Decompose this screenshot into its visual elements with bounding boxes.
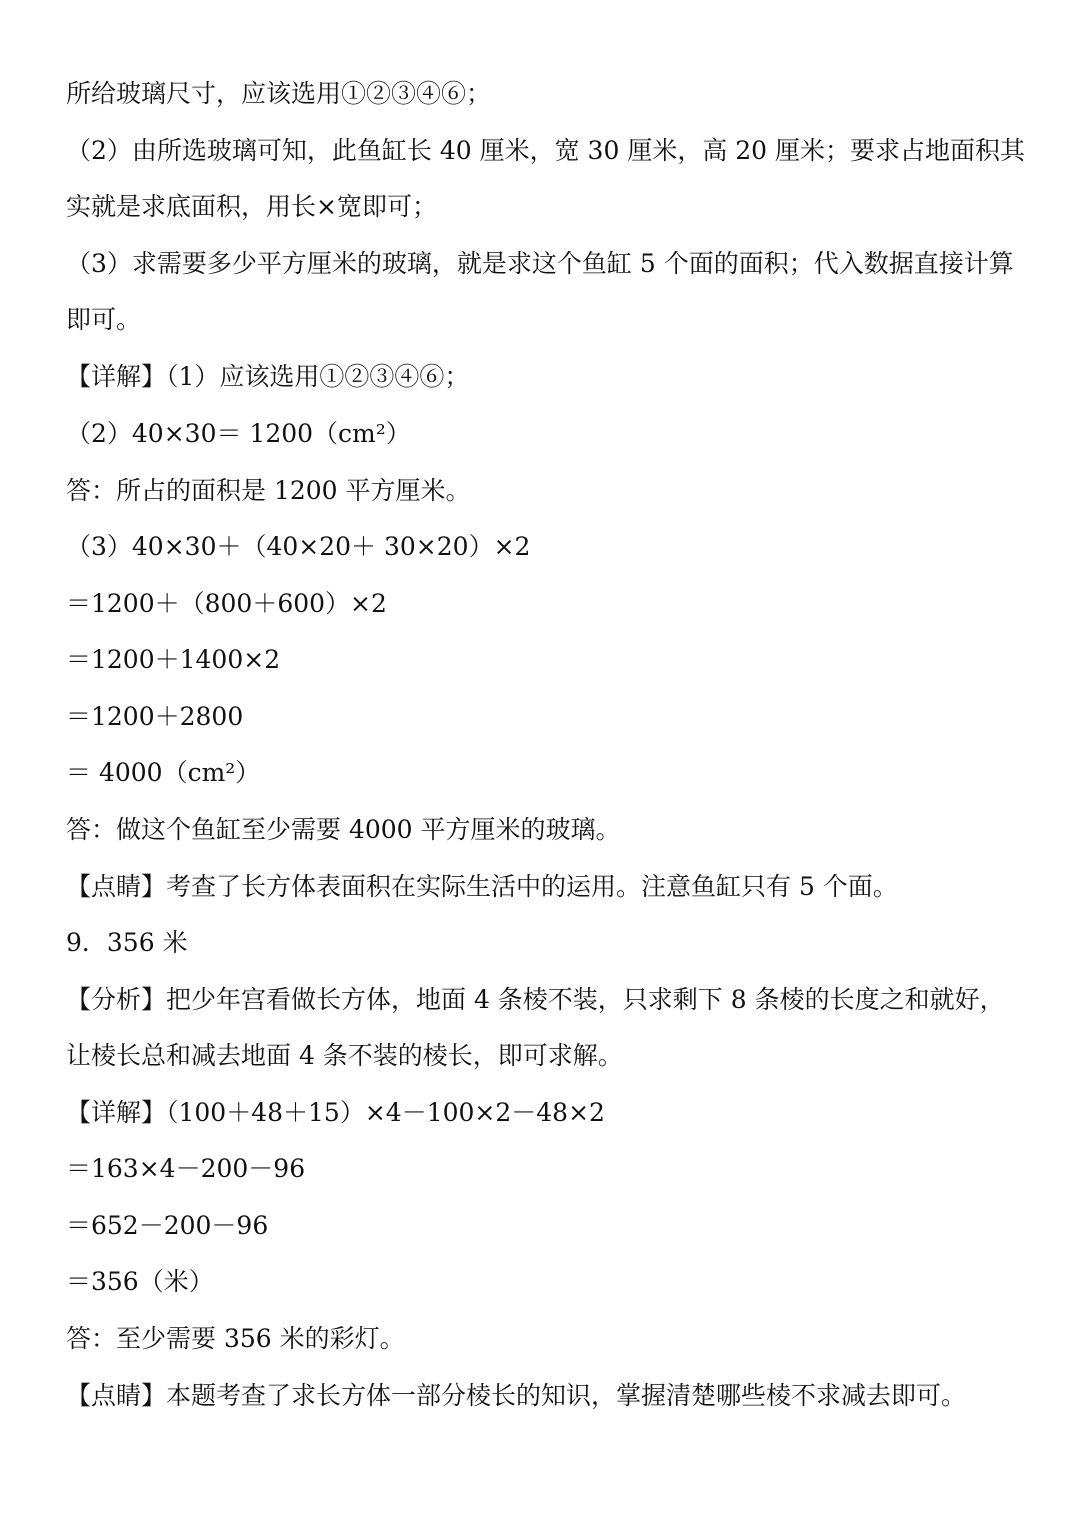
text-line-glass-choice: 所给玻璃尺寸，应该选用①②③④⑥；	[66, 79, 492, 108]
text-line-analysis-9a: 【分析】把少年宫看做长方体，地面 4 条棱不装，只求剩下 8 条棱的长度之和就好，	[66, 985, 1005, 1014]
text-line-analysis-2b: 实就是求底面积，用长×宽即可；	[66, 192, 437, 221]
text-line-detail-1: 【详解】（1）应该选用①②③④⑥；	[66, 362, 470, 391]
text-line-step-1: ＝1200＋（800＋600）×2	[66, 589, 387, 618]
text-line-answer-9: 答：至少需要 356 米的彩灯。	[66, 1324, 405, 1353]
text-line-question-9: 9．356 米	[66, 928, 188, 957]
text-line-step-9-3: ＝356（米）	[66, 1267, 214, 1296]
text-line-highlight-8: 【点睛】考查了长方体表面积在实际生活中的运用。注意鱼缸只有 5 个面。	[66, 872, 898, 901]
text-line-answer-area: 答：所占的面积是 1200 平方厘米。	[66, 476, 471, 505]
text-line-analysis-3a: （3）求需要多少平方厘米的玻璃，就是求这个鱼缸 5 个面的面积；代入数据直接计算	[66, 249, 1014, 278]
text-line-step-9-2: ＝652－200－96	[66, 1211, 269, 1240]
text-line-step-9-1: ＝163×4－200－96	[66, 1154, 306, 1183]
text-line-answer-glass: 答：做这个鱼缸至少需要 4000 平方厘米的玻璃。	[66, 815, 621, 844]
text-line-step-2: ＝1200＋1400×2	[66, 645, 281, 674]
text-line-analysis-3b: 即可。	[66, 305, 142, 334]
text-line-step-4: ＝ 4000（cm²）	[66, 758, 261, 787]
text-line-detail-2: （2）40×30＝ 1200（cm²）	[66, 419, 411, 448]
text-line-detail-3: （3）40×30＋（40×20＋ 30×20）×2	[66, 532, 531, 561]
text-line-step-3: ＝1200＋2800	[66, 702, 244, 731]
text-line-analysis-2a: （2）由所选玻璃可知，此鱼缸长 40 厘米，宽 30 厘米，高 20 厘米；要求占地面积其	[66, 136, 1026, 165]
text-line-detail-9: 【详解】（100＋48＋15）×4－100×2－48×2	[66, 1098, 605, 1127]
text-line-analysis-9b: 让棱长总和减去地面 4 条不装的棱长，即可求解。	[66, 1041, 623, 1070]
text-line-highlight-9: 【点睛】本题考查了求长方体一部分棱长的知识，掌握清楚哪些棱不求减去即可。	[66, 1381, 967, 1410]
